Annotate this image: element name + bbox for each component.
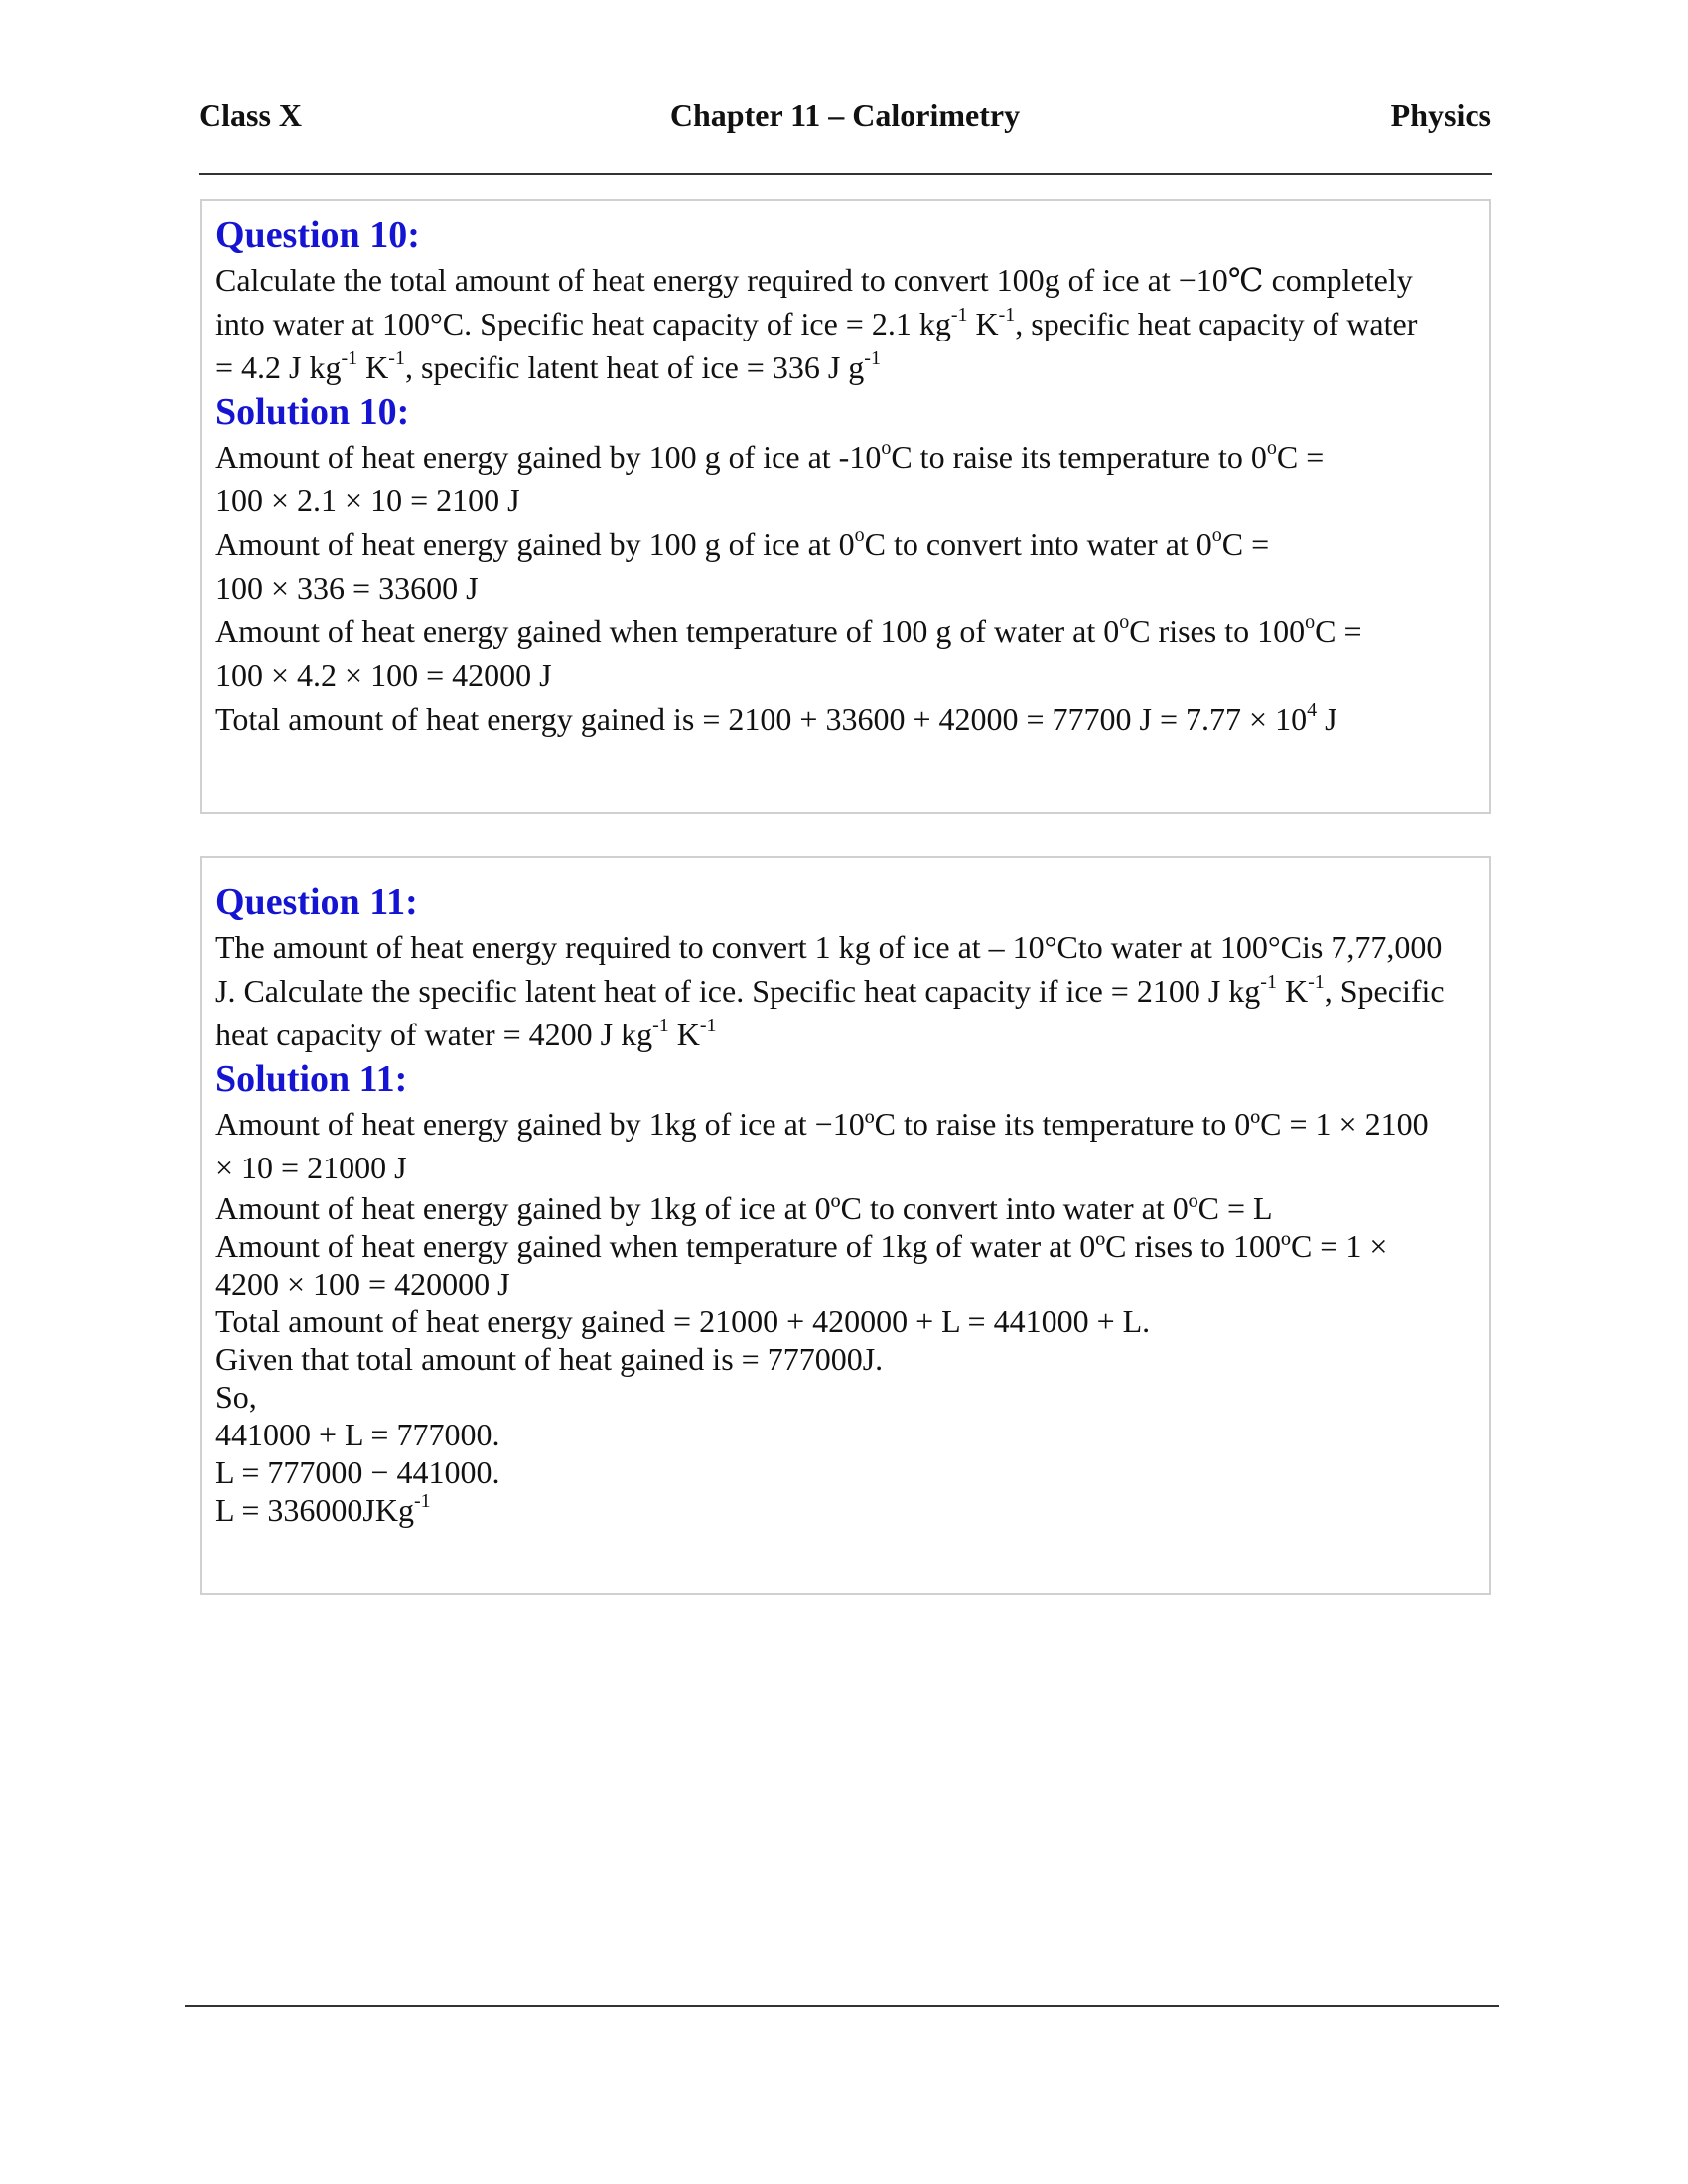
solution-11-line-2: × 10 = 21000 J	[215, 1150, 407, 1185]
solution-11-line-3: Amount of heat energy gained by 1kg of ice at 0ºC to convert into water at 0ºC = L	[215, 1190, 1273, 1226]
solution-10-line-3: Amount of heat energy gained by 100 g of ice at 0$^o$C to convert into water at $0^oC$ =	[215, 524, 1270, 562]
question-11-line-1: The amount of heat energy required to convert 1 kg of ice at – 10°Cto water at 100°Cis 7,77,000	[215, 929, 1443, 965]
solution-11-line-6: Total amount of heat energy gained = 21000 + 420000 + L = 441000 + L.	[215, 1303, 1151, 1339]
solution-11-line-7: Given that total amount of heat gained is = 777000J.	[215, 1341, 884, 1377]
question-10-heading: Question 10:	[215, 214, 420, 256]
solution-11-line-8: So,	[215, 1379, 257, 1415]
footer-divider	[185, 2005, 1499, 2007]
question-10-box	[200, 199, 1491, 814]
class-label: Class X	[199, 97, 303, 133]
solution-11-line-4: Amount of heat energy gained when temperature of 1kg of water at 0ºC rises to 100ºC = 1 ×	[215, 1228, 1388, 1264]
subject-label: Physics	[1390, 97, 1491, 133]
solution-10-line-2: 100 × 2.1 × 10 = 2100 J	[215, 482, 520, 518]
solution-10-line-6: 100 × 4.2 × 100 = 42000 J	[215, 657, 552, 693]
page-header	[199, 97, 1491, 143]
solution-10-line-1: Amount of heat energy gained by 100 g of ice at -10$^o$C to raise its temperature to $0^oC$ =	[215, 437, 1325, 475]
question-11-line-2: J. Calculate the specific latent heat of ice. Specific heat capacity if ice = 2100 J $kg^{-1}$ $K^{-1}$, Specific	[215, 971, 1445, 1009]
question-11-line-3: heat capacity of water = 4200 J $kg^{-1}$ $K^{-1}$	[215, 1015, 717, 1052]
question-10-line-3: = 4.2 J $kg^{-1}$ $K^{-1}$, specific latent heat of ice = 336 J $g^{-1}$	[215, 347, 881, 385]
solution-11-heading: Solution 11:	[215, 1058, 408, 1100]
solution-10-line-5: Amount of heat energy gained when temperature of 100 g of water at 0$^o$C rises to $100^oC$ =	[215, 612, 1362, 649]
solution-10-line-7: Total amount of heat energy gained is = 2100 + 33600 + 42000 = 77700 $J = 7.77 \times 10^4$ J	[215, 699, 1337, 737]
solution-11-line-10: L = 777000 − 441000.	[215, 1454, 500, 1490]
solution-10-heading: Solution 10:	[215, 391, 410, 433]
header-divider	[199, 173, 1492, 175]
solution-10-line-4: 100 × 336 = 33600 J	[215, 570, 479, 606]
solution-11-line-9: 441000 + L = 777000.	[215, 1417, 500, 1452]
question-10-line-1: Calculate the total amount of heat energy required to convert 100g of ice at −10℃ completely	[215, 262, 1413, 298]
question-10-line-2: into water at 100°C. Specific heat capacity of ice = 2.1 $kg^{-1}$ $K^{-1}$, specific heat capacity of water	[215, 304, 1418, 341]
solution-11-line-11: L = 336000JKg$^{-1}$	[215, 1490, 431, 1528]
question-11-box	[200, 856, 1491, 1595]
solution-11-line-1: Amount of heat energy gained by 1kg of ice at −10ºC to raise its temperature to 0ºC = 1 × 2100	[215, 1106, 1429, 1142]
solution-11-line-5: 4200 × 100 = 420000 J	[215, 1266, 510, 1301]
chapter-title: Chapter 11 – Calorimetry	[669, 97, 1021, 133]
question-11-heading: Question 11:	[215, 882, 418, 923]
